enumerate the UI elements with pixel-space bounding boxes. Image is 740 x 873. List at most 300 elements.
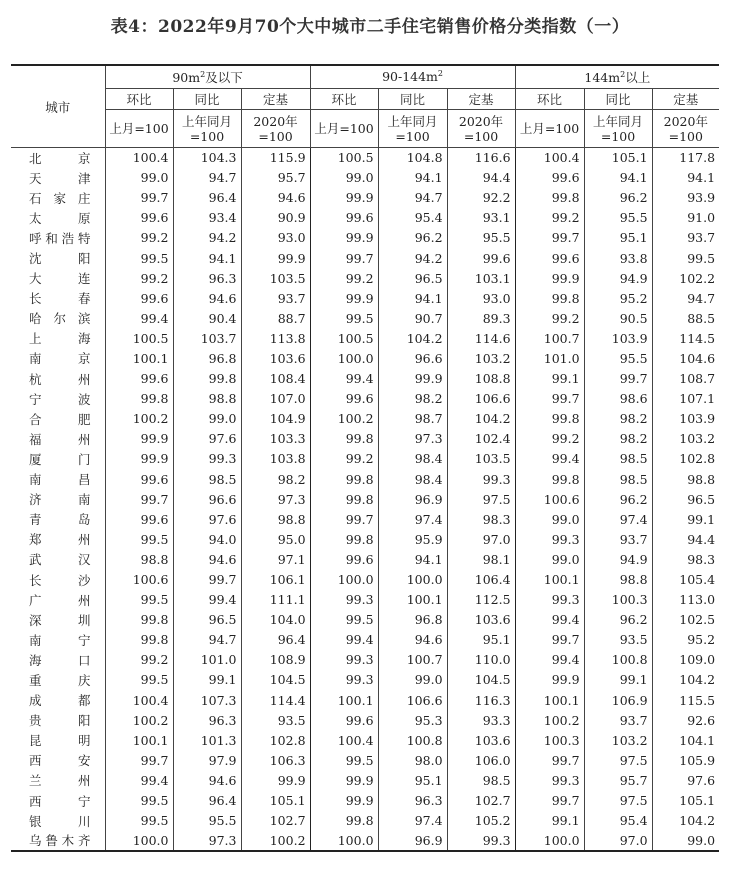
index-value-cell: 99.7 [515,228,584,248]
index-value-cell: 98.5 [447,770,515,790]
index-value-cell: 97.5 [447,489,515,509]
table-row [11,509,719,529]
city-cell [11,228,105,248]
index-value-cell: 103.2 [447,348,515,368]
index-value-cell: 99.5 [310,610,378,630]
index-value-cell: 98.8 [652,469,719,489]
index-value-cell: 94.1 [173,248,241,268]
index-value-cell: 98.4 [378,469,447,489]
city-cell [11,188,105,208]
index-value-cell: 102.5 [652,610,719,630]
city-cell [11,590,105,610]
city-name: 重庆 [29,672,91,688]
city-cell [11,831,105,851]
index-value-cell: 99.9 [310,188,378,208]
index-value-cell: 103.8 [241,449,310,469]
city-cell [11,288,105,308]
index-value-cell: 104.0 [241,610,310,630]
index-value-cell: 100.2 [105,710,173,730]
index-value-cell: 99.2 [310,268,378,288]
city-cell [11,469,105,489]
index-value-cell: 99.5 [105,791,173,811]
index-value-cell: 96.6 [173,489,241,509]
index-value-cell: 103.5 [241,268,310,288]
index-value-cell: 99.7 [105,188,173,208]
index-value-cell: 103.1 [447,268,515,288]
index-value-cell: 104.5 [447,670,515,690]
index-value-cell: 94.0 [173,529,241,549]
index-value-cell: 98.5 [584,469,652,489]
city-cell [11,811,105,831]
metric-header: 环比 [105,89,173,110]
index-value-cell: 95.3 [378,710,447,730]
index-value-cell: 99.6 [515,168,584,188]
index-value-cell: 99.5 [310,750,378,770]
city-cell [11,248,105,268]
index-value-cell: 103.6 [447,730,515,750]
index-value-cell: 102.7 [447,791,515,811]
index-value-cell: 93.7 [584,529,652,549]
index-value-cell: 100.1 [378,590,447,610]
index-value-cell: 114.5 [652,328,719,348]
index-value-cell: 96.2 [584,610,652,630]
city-cell [11,168,105,188]
base-header: 上月=100 [105,110,173,148]
index-value-cell: 97.6 [652,770,719,790]
table-row [11,469,719,489]
index-value-cell: 101.3 [173,730,241,750]
index-value-cell: 96.8 [173,348,241,368]
index-value-cell: 99.6 [310,389,378,409]
index-value-cell: 100.8 [378,730,447,750]
city-cell [11,529,105,549]
index-value-cell: 104.2 [652,811,719,831]
index-value-cell: 98.2 [584,409,652,429]
city-name: 福州 [29,431,91,447]
city-name: 天津 [29,170,91,186]
group-header-medium: $90-144m^2$ [310,65,515,89]
table-row [11,188,719,208]
city-cell [11,268,105,288]
index-value-cell: 97.4 [378,811,447,831]
city-cell [11,449,105,469]
index-value-cell: 100.0 [378,569,447,589]
index-value-cell: 99.7 [105,489,173,509]
index-value-cell: 98.8 [241,509,310,529]
index-value-cell: 93.5 [584,630,652,650]
index-value-cell: 99.3 [310,670,378,690]
table-row [11,449,719,469]
index-value-cell: 99.3 [515,529,584,549]
index-value-cell: 99.8 [515,469,584,489]
index-value-cell: 99.6 [105,288,173,308]
index-value-cell: 100.1 [515,569,584,589]
index-value-cell: 101.0 [515,348,584,368]
index-value-cell: 99.5 [105,529,173,549]
index-value-cell: 105.9 [652,750,719,770]
table-row [11,348,719,368]
index-value-cell: 99.8 [310,489,378,509]
index-value-cell: 100.0 [515,831,584,851]
index-value-cell: 100.2 [105,409,173,429]
index-value-cell: 99.8 [310,429,378,449]
index-value-cell: 97.6 [173,429,241,449]
index-value-cell: 96.4 [241,630,310,650]
index-value-cell: 99.3 [515,770,584,790]
city-name: 长沙 [29,572,91,588]
index-value-cell: 105.4 [652,569,719,589]
index-value-cell: 104.2 [652,670,719,690]
base-header: 2020年=100 [241,110,310,148]
index-value-cell: 99.6 [310,710,378,730]
city-cell [11,409,105,429]
index-value-cell: 99.4 [515,610,584,630]
index-value-cell: 99.1 [515,811,584,831]
index-value-cell: 99.0 [652,831,719,851]
index-value-cell: 99.7 [105,750,173,770]
city-cell [11,489,105,509]
index-value-cell: 100.7 [515,328,584,348]
table-row [11,489,719,509]
city-cell [11,750,105,770]
city-name: 宁波 [29,391,91,407]
index-value-cell: 99.9 [310,228,378,248]
index-value-cell: 106.9 [584,690,652,710]
city-name: 南昌 [29,472,91,488]
city-cell [11,208,105,228]
index-value-cell: 100.2 [515,710,584,730]
index-value-cell: 99.1 [173,670,241,690]
index-value-cell: 107.1 [652,389,719,409]
index-value-cell: 100.3 [584,590,652,610]
table-row [11,831,719,851]
index-value-cell: 99.9 [105,449,173,469]
city-name: 海口 [29,652,91,668]
city-name: 广州 [29,592,91,608]
index-value-cell: 110.0 [447,650,515,670]
index-value-cell: 99.7 [310,509,378,529]
index-value-cell: 100.2 [310,409,378,429]
index-value-cell: 94.7 [378,188,447,208]
index-value-cell: 95.2 [584,288,652,308]
city-cell [11,730,105,750]
city-name: 长春 [29,291,91,307]
index-value-cell: 94.7 [173,630,241,650]
index-value-cell: 96.5 [378,268,447,288]
index-value-cell: 106.0 [447,750,515,770]
index-value-cell: 94.1 [378,549,447,569]
city-name: 南京 [29,351,91,367]
index-value-cell: 96.3 [173,710,241,730]
index-value-cell: 104.6 [652,348,719,368]
index-value-cell: 98.3 [652,549,719,569]
index-value-cell: 96.9 [378,831,447,851]
index-value-cell: 108.8 [447,369,515,389]
city-name: 沈阳 [29,251,91,267]
city-name: 西安 [29,753,91,769]
index-value-cell: 100.0 [105,831,173,851]
index-value-cell: 95.5 [584,348,652,368]
index-value-cell: 95.4 [378,208,447,228]
index-value-cell: 97.4 [584,509,652,529]
index-value-cell: 96.9 [378,489,447,509]
index-value-cell: 99.7 [515,389,584,409]
index-value-cell: 99.9 [241,770,310,790]
index-value-cell: 100.4 [105,148,173,168]
metric-header: 同比 [584,89,652,110]
index-value-cell: 100.1 [515,690,584,710]
index-value-cell: 115.9 [241,148,310,168]
metric-header: 定基 [652,89,719,110]
index-value-cell: 105.1 [241,791,310,811]
table-row [11,710,719,730]
index-value-cell: 95.0 [241,529,310,549]
metric-header: 定基 [447,89,515,110]
index-value-cell: 99.6 [515,248,584,268]
city-name: 呼和浩特 [29,230,91,246]
index-value-cell: 100.4 [105,690,173,710]
index-value-cell: 92.6 [652,710,719,730]
index-value-cell: 94.6 [173,288,241,308]
price-index-table [11,64,719,852]
base-header: 2020年=100 [447,110,515,148]
index-value-cell: 99.9 [310,770,378,790]
index-value-cell: 98.0 [378,750,447,770]
index-value-cell: 93.1 [447,208,515,228]
index-value-cell: 99.0 [515,549,584,569]
index-value-cell: 99.6 [310,208,378,228]
index-value-cell: 114.6 [447,328,515,348]
index-value-cell: 99.8 [105,630,173,650]
table-row [11,429,719,449]
index-value-cell: 100.5 [105,328,173,348]
table-row [11,328,719,348]
index-value-cell: 104.5 [241,670,310,690]
metric-header: 环比 [310,89,378,110]
index-value-cell: 96.8 [378,610,447,630]
index-value-cell: 104.2 [447,409,515,429]
index-value-cell: 94.9 [584,268,652,288]
index-value-cell: 92.2 [447,188,515,208]
index-value-cell: 99.9 [105,429,173,449]
index-value-cell: 99.8 [310,469,378,489]
index-value-cell: 94.4 [652,529,719,549]
index-value-cell: 99.5 [310,308,378,328]
index-value-cell: 93.0 [241,228,310,248]
index-value-cell: 102.8 [652,449,719,469]
index-value-cell: 107.3 [173,690,241,710]
index-value-cell: 106.4 [447,569,515,589]
table-row [11,248,719,268]
index-value-cell: 98.6 [584,389,652,409]
table-row [11,770,719,790]
table-row [11,650,719,670]
city-cell [11,710,105,730]
index-value-cell: 94.4 [447,168,515,188]
city-cell [11,549,105,569]
index-value-cell: 96.2 [378,228,447,248]
city-name: 太原 [29,210,91,226]
index-value-cell: 90.5 [584,308,652,328]
index-value-cell: 97.9 [173,750,241,770]
index-value-cell: 99.0 [310,168,378,188]
index-value-cell: 94.6 [378,630,447,650]
table-row [11,730,719,750]
base-header: 上年同月=100 [378,110,447,148]
city-name: 哈尔滨 [29,311,91,327]
index-value-cell: 99.8 [105,389,173,409]
city-cell [11,630,105,650]
index-value-cell: 99.8 [105,610,173,630]
city-name: 兰州 [29,773,91,789]
index-value-cell: 104.3 [173,148,241,168]
index-value-cell: 103.5 [447,449,515,469]
index-value-cell: 99.3 [310,650,378,670]
base-header: 上月=100 [515,110,584,148]
city-cell [11,148,105,168]
index-value-cell: 88.5 [652,308,719,328]
index-value-cell: 100.6 [105,569,173,589]
index-value-cell: 99.7 [515,750,584,770]
index-value-cell: 99.6 [105,369,173,389]
index-value-cell: 98.7 [378,409,447,429]
index-value-cell: 107.0 [241,389,310,409]
index-value-cell: 103.9 [652,409,719,429]
city-name: 杭州 [29,371,91,387]
city-name: 乌鲁木齐 [29,833,91,849]
index-value-cell: 111.1 [241,590,310,610]
index-value-cell: 88.7 [241,308,310,328]
index-value-cell: 100.0 [310,569,378,589]
index-value-cell: 93.7 [584,710,652,730]
index-value-cell: 98.2 [378,389,447,409]
index-value-cell: 102.8 [241,730,310,750]
index-value-cell: 99.4 [105,308,173,328]
index-value-cell: 90.9 [241,208,310,228]
index-value-cell: 99.1 [652,509,719,529]
index-value-cell: 100.7 [378,650,447,670]
index-value-cell: 99.5 [105,248,173,268]
index-value-cell: 105.1 [584,148,652,168]
index-value-cell: 93.8 [584,248,652,268]
city-name: 青岛 [29,512,91,528]
index-value-cell: 106.3 [241,750,310,770]
index-value-cell: 97.1 [241,549,310,569]
index-value-cell: 99.5 [652,248,719,268]
index-value-cell: 103.2 [652,429,719,449]
city-name: 合肥 [29,411,91,427]
city-name: 南宁 [29,632,91,648]
index-value-cell: 99.2 [310,449,378,469]
index-value-cell: 99.2 [105,268,173,288]
index-value-cell: 94.6 [173,770,241,790]
index-value-cell: 104.2 [378,328,447,348]
index-value-cell: 98.5 [173,469,241,489]
city-name: 贵阳 [29,713,91,729]
index-value-cell: 99.3 [515,590,584,610]
city-cell [11,348,105,368]
index-value-cell: 99.2 [105,228,173,248]
city-name: 昆明 [29,733,91,749]
index-value-cell: 95.5 [173,811,241,831]
index-value-cell: 96.5 [173,610,241,630]
table-row [11,288,719,308]
city-cell [11,509,105,529]
index-value-cell: 102.7 [241,811,310,831]
index-value-cell: 100.5 [310,328,378,348]
index-value-cell: 93.4 [173,208,241,228]
index-value-cell: 100.4 [310,730,378,750]
index-value-cell: 99.8 [310,529,378,549]
index-value-cell: 96.5 [652,489,719,509]
index-value-cell: 99.4 [515,650,584,670]
index-value-cell: 99.6 [105,509,173,529]
index-value-cell: 100.0 [310,831,378,851]
index-value-cell: 99.2 [515,429,584,449]
base-header: 上年同月=100 [173,110,241,148]
index-value-cell: 116.6 [447,148,515,168]
table-row [11,168,719,188]
index-value-cell: 98.2 [241,469,310,489]
table-row [11,268,719,288]
index-value-cell: 98.8 [584,569,652,589]
index-value-cell: 99.8 [310,811,378,831]
city-cell [11,610,105,630]
index-value-cell: 100.1 [310,690,378,710]
index-value-cell: 99.8 [173,369,241,389]
index-value-cell: 93.5 [241,710,310,730]
city-cell [11,389,105,409]
index-value-cell: 99.5 [105,670,173,690]
metric-header: 定基 [241,89,310,110]
index-value-cell: 94.1 [378,288,447,308]
index-value-cell: 116.3 [447,690,515,710]
index-value-cell: 105.1 [652,791,719,811]
index-value-cell: 94.2 [378,248,447,268]
index-value-cell: 99.6 [447,248,515,268]
table-row [11,369,719,389]
index-value-cell: 99.0 [105,168,173,188]
index-value-cell: 98.8 [105,549,173,569]
index-value-cell: 94.2 [173,228,241,248]
index-value-cell: 108.9 [241,650,310,670]
index-value-cell: 102.4 [447,429,515,449]
index-value-cell: 103.3 [241,429,310,449]
index-value-cell: 97.3 [173,831,241,851]
index-value-cell: 99.4 [173,590,241,610]
index-value-cell: 99.4 [310,369,378,389]
index-value-cell: 91.0 [652,208,719,228]
index-value-cell: 99.9 [378,369,447,389]
city-name: 深圳 [29,612,91,628]
base-header: 2020年=100 [652,110,719,148]
index-value-cell: 96.2 [584,188,652,208]
index-value-cell: 109.0 [652,650,719,670]
index-value-cell: 96.4 [173,188,241,208]
index-value-cell: 113.8 [241,328,310,348]
table-row [11,529,719,549]
index-value-cell: 99.9 [515,268,584,288]
table-row [11,549,719,569]
index-value-cell: 93.3 [447,710,515,730]
index-value-cell: 99.9 [515,670,584,690]
city-column-header: 城市 [11,65,105,148]
index-value-cell: 104.1 [652,730,719,750]
index-value-cell: 94.1 [378,168,447,188]
index-value-cell: 99.0 [515,509,584,529]
city-name: 北京 [29,150,91,166]
index-value-cell: 100.3 [515,730,584,750]
